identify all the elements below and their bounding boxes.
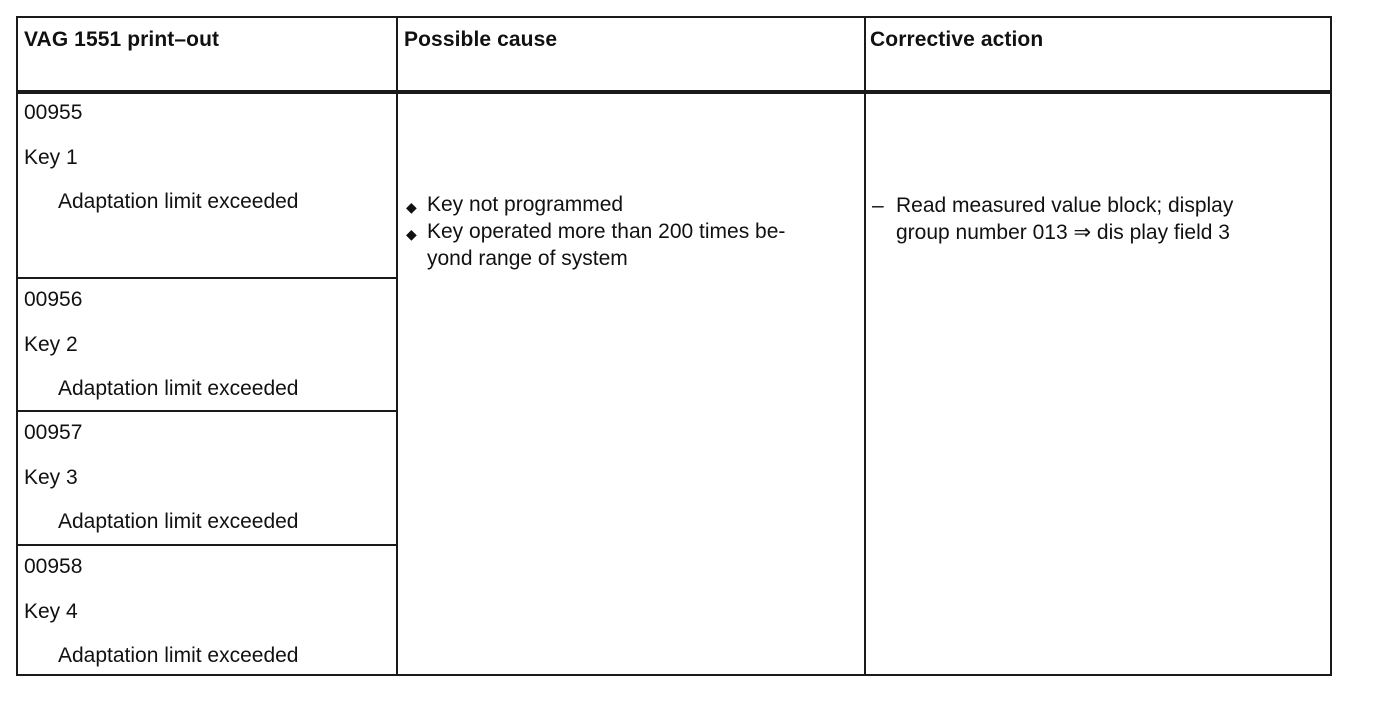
fault-key: Key 4 (24, 600, 78, 623)
fault-description: Adaptation limit exceeded (58, 190, 299, 213)
action-text: Read measured value block; display (896, 194, 1234, 217)
fault-description: Adaptation limit exceeded (58, 644, 299, 667)
column-divider (396, 18, 398, 674)
fault-key: Key 3 (24, 466, 78, 489)
fault-code: 00956 (24, 288, 83, 311)
diamond-bullet-icon: ◆ (406, 226, 417, 242)
cause-text: Key operated more than 200 times be- (427, 220, 786, 243)
fault-description: Adaptation limit exceeded (58, 510, 299, 533)
action-item (872, 192, 1322, 246)
dash-bullet-icon: – (872, 194, 884, 217)
action-text: group number 013 ⇒ dis play field 3 (896, 221, 1230, 244)
fault-group (18, 94, 396, 278)
column-divider (864, 18, 866, 674)
fault-code: 00957 (24, 421, 83, 444)
fault-group (18, 412, 396, 544)
header-printout: VAG 1551 print–out (24, 28, 220, 51)
header-possible-cause: Possible cause (404, 28, 558, 51)
cause-item (406, 218, 856, 272)
diamond-bullet-icon: ◆ (406, 199, 417, 215)
cause-text: yond range of system (427, 247, 628, 270)
fault-group (18, 279, 396, 411)
fault-code: 00958 (24, 555, 83, 578)
fault-code: 00955 (24, 101, 83, 124)
fault-key: Key 2 (24, 333, 78, 356)
fault-group (18, 546, 396, 674)
fault-key: Key 1 (24, 146, 78, 169)
cause-item (406, 191, 856, 218)
fault-description: Adaptation limit exceeded (58, 377, 299, 400)
header-corrective-action: Corrective action (870, 28, 1044, 51)
cause-text: Key not programmed (427, 193, 624, 216)
fault-table (16, 16, 1332, 676)
